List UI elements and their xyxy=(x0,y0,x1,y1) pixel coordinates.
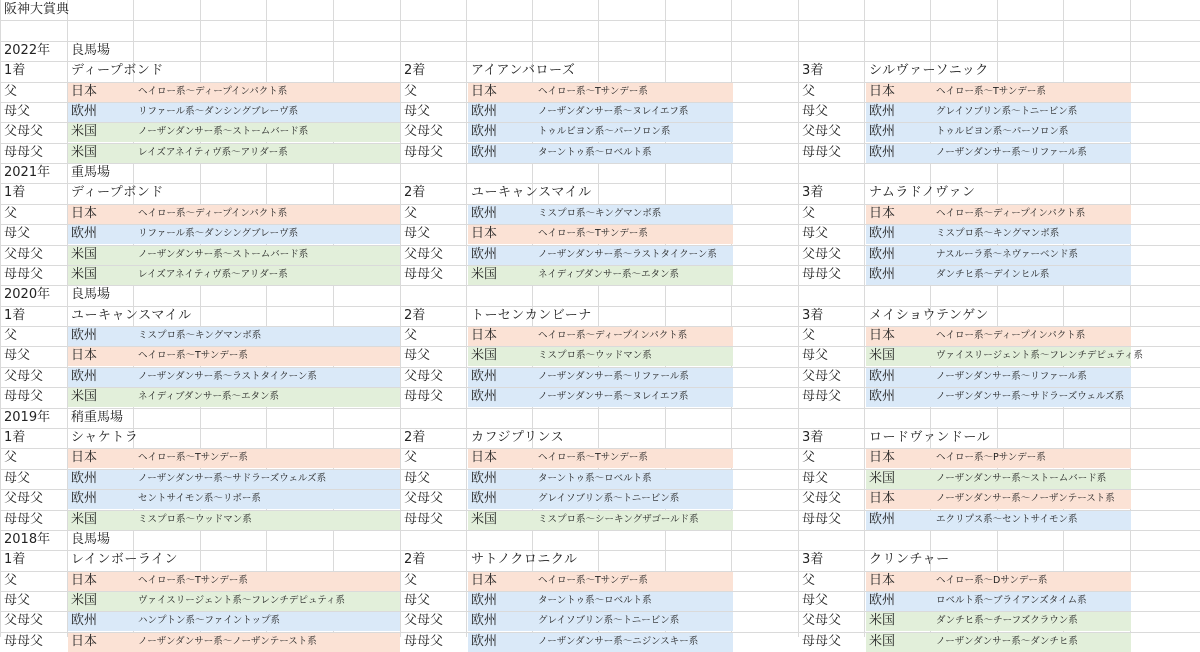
region-label[interactable]: 米国 xyxy=(869,613,896,628)
pedigree-relation[interactable]: 父 xyxy=(4,84,18,99)
pedigree-relation[interactable]: 父 xyxy=(802,573,816,588)
pedigree-relation[interactable]: 母父 xyxy=(404,593,431,608)
year-label[interactable]: 2018年 xyxy=(4,532,51,547)
track-condition[interactable]: 稍重馬場 xyxy=(71,410,124,425)
region-label[interactable]: 欧州 xyxy=(869,145,896,160)
region-label[interactable]: 日本 xyxy=(869,206,896,221)
horse-name[interactable]: カフジプリンス xyxy=(471,430,565,445)
pedigree-relation[interactable]: 父 xyxy=(802,450,816,465)
region-label[interactable]: 欧州 xyxy=(471,369,498,384)
region-label[interactable]: 欧州 xyxy=(471,634,498,649)
sire-lineage[interactable]: リファール系～ダンシングブレーヴ系 xyxy=(138,106,299,117)
region-label[interactable]: 米国 xyxy=(471,267,498,282)
region-label[interactable]: 日本 xyxy=(71,84,98,99)
sire-lineage[interactable]: ヘイロー系～Tサンデー系 xyxy=(138,350,248,361)
region-label[interactable]: 米国 xyxy=(71,512,98,527)
pedigree-relation[interactable]: 父母父 xyxy=(802,491,842,506)
sire-lineage[interactable]: ノーザンダンサー系～ノーザンテースト系 xyxy=(138,636,317,647)
pedigree-relation[interactable]: 母父 xyxy=(4,226,31,241)
sire-lineage[interactable]: ヘイロー系～ディープインパクト系 xyxy=(538,330,688,341)
track-condition[interactable]: 良馬場 xyxy=(71,287,111,302)
pedigree-relation[interactable]: 母母父 xyxy=(4,267,44,282)
pedigree-relation[interactable]: 父 xyxy=(802,84,816,99)
grid-column-line xyxy=(798,0,799,637)
sire-lineage[interactable]: リファール系～ダンシングブレーヴ系 xyxy=(138,228,299,239)
region-label[interactable]: 欧州 xyxy=(869,226,896,241)
grid-column-line xyxy=(466,0,467,637)
sire-lineage[interactable]: トゥルビヨン系～パーソロン系 xyxy=(936,126,1069,137)
pedigree-relation[interactable]: 父母父 xyxy=(4,613,44,628)
grid-row-line xyxy=(0,408,1200,409)
region-label[interactable]: 米国 xyxy=(71,124,98,139)
pedigree-relation[interactable]: 母母父 xyxy=(404,389,444,404)
year-label[interactable]: 2020年 xyxy=(4,287,51,302)
pedigree-relation[interactable]: 父 xyxy=(404,573,418,588)
sire-lineage[interactable]: ノーザンダンサー系～ヌレイエフ系 xyxy=(538,391,689,402)
pedigree-relation[interactable]: 父母父 xyxy=(802,247,842,262)
grid-row-line xyxy=(0,20,1200,21)
pedigree-relation[interactable]: 母母父 xyxy=(404,512,444,527)
finish-place[interactable]: 2着 xyxy=(404,185,426,200)
pedigree-relation[interactable]: 母母父 xyxy=(4,512,44,527)
sire-lineage[interactable]: ミスプロ系～キングマンボ系 xyxy=(138,330,262,341)
sire-lineage[interactable]: レイズアネイティヴ系～アリダー系 xyxy=(138,147,288,158)
pedigree-relation[interactable]: 父母父 xyxy=(404,247,444,262)
finish-place[interactable]: 1着 xyxy=(4,430,26,445)
region-label[interactable]: 欧州 xyxy=(471,247,498,262)
sire-lineage[interactable]: ナスルーラ系～ネヴァーベンド系 xyxy=(936,249,1079,260)
pedigree-relation[interactable]: 父母父 xyxy=(4,247,44,262)
region-label[interactable]: 日本 xyxy=(869,491,896,506)
region-label[interactable]: 欧州 xyxy=(869,593,896,608)
pedigree-relation[interactable]: 父母父 xyxy=(404,613,444,628)
horse-name[interactable]: アイアンバローズ xyxy=(471,63,576,78)
region-label[interactable]: 欧州 xyxy=(471,491,498,506)
sire-lineage[interactable]: ミスプロ系～キングマンボ系 xyxy=(936,228,1060,239)
pedigree-relation[interactable]: 母父 xyxy=(404,471,431,486)
horse-name[interactable]: クリンチャー xyxy=(869,552,950,567)
region-label[interactable]: 日本 xyxy=(869,84,896,99)
track-condition[interactable]: 良馬場 xyxy=(71,43,111,58)
sire-lineage[interactable]: ヘイロー系～Pサンデー系 xyxy=(936,452,1046,463)
region-label[interactable]: 欧州 xyxy=(71,226,98,241)
grid-column-line xyxy=(864,0,865,637)
sire-lineage[interactable]: ミスプロ系～ウッドマン系 xyxy=(138,514,252,525)
horse-name[interactable]: ユーキャンスマイル xyxy=(471,185,592,200)
grid-row-line xyxy=(0,41,1200,42)
region-label[interactable]: 日本 xyxy=(71,206,98,221)
region-label[interactable]: 欧州 xyxy=(471,471,498,486)
pedigree-relation[interactable]: 母父 xyxy=(802,471,829,486)
region-label[interactable]: 欧州 xyxy=(71,328,98,343)
sire-lineage[interactable]: トゥルビヨン系～パーソロン系 xyxy=(538,126,671,137)
region-label[interactable]: 欧州 xyxy=(471,389,498,404)
region-label[interactable]: 米国 xyxy=(471,348,498,363)
region-label[interactable]: 欧州 xyxy=(869,124,896,139)
finish-place[interactable]: 2着 xyxy=(404,430,426,445)
sire-lineage[interactable]: ミスプロ系～シーキングザゴールド系 xyxy=(538,514,699,525)
pedigree-relation[interactable]: 父母父 xyxy=(404,369,444,384)
region-label[interactable]: 欧州 xyxy=(869,369,896,384)
pedigree-relation[interactable]: 母父 xyxy=(4,471,31,486)
sire-lineage[interactable]: グレイソブリン系～トニービン系 xyxy=(538,615,680,626)
sire-lineage[interactable]: ヘイロー系～ディープインパクト系 xyxy=(138,208,288,219)
sire-lineage[interactable]: ヘイロー系～Tサンデー系 xyxy=(138,575,248,586)
grid-row-line xyxy=(0,428,1200,429)
horse-name[interactable]: ディープボンド xyxy=(71,63,164,78)
sire-lineage[interactable]: ノーザンダンサー系～ストームバード系 xyxy=(138,249,309,260)
sire-lineage[interactable]: ノーザンダンサー系～ストームバード系 xyxy=(138,126,309,137)
region-label[interactable]: 欧州 xyxy=(869,267,896,282)
region-label[interactable]: 日本 xyxy=(471,84,498,99)
pedigree-relation[interactable]: 父 xyxy=(802,206,816,221)
horse-name[interactable]: ナムラドノヴァン xyxy=(869,185,976,200)
sire-lineage[interactable]: ノーザンダンサー系～ダンチヒ系 xyxy=(936,636,1078,647)
pedigree-relation[interactable]: 母父 xyxy=(404,348,431,363)
pedigree-relation[interactable]: 父 xyxy=(404,206,418,221)
region-label[interactable]: 日本 xyxy=(869,328,896,343)
finish-place[interactable]: 1着 xyxy=(4,63,26,78)
year-label[interactable]: 2022年 xyxy=(4,43,51,58)
pedigree-relation[interactable]: 母父 xyxy=(4,104,31,119)
sire-lineage[interactable]: ヘイロー系～Tサンデー系 xyxy=(936,86,1046,97)
sire-lineage[interactable]: エクリプス系～セントサイモン系 xyxy=(936,514,1078,525)
pedigree-relation[interactable]: 母母父 xyxy=(4,389,44,404)
region-label[interactable]: 欧州 xyxy=(71,104,98,119)
pedigree-relation[interactable]: 父母父 xyxy=(802,613,842,628)
sire-lineage[interactable]: ノーザンダンサー系～リファール系 xyxy=(936,371,1087,382)
sire-lineage[interactable]: ノーザンダンサー系～サドラーズウェルズ系 xyxy=(138,473,327,484)
region-label[interactable]: 米国 xyxy=(869,634,896,649)
sire-lineage[interactable]: ダンチヒ系～チーフズクラウン系 xyxy=(936,615,1078,626)
sire-lineage[interactable]: ヘイロー系～ディープインパクト系 xyxy=(936,208,1086,219)
region-label[interactable]: 欧州 xyxy=(471,613,498,628)
track-condition[interactable]: 重馬場 xyxy=(71,165,111,180)
finish-place[interactable]: 2着 xyxy=(404,63,426,78)
sire-lineage[interactable]: ターントゥ系～ロベルト系 xyxy=(538,473,652,484)
sire-lineage[interactable]: ハンプトン系～ファイントップ系 xyxy=(138,615,281,626)
pedigree-relation[interactable]: 父 xyxy=(404,84,418,99)
sire-lineage[interactable]: ノーザンダンサー系～ストームバード系 xyxy=(936,473,1107,484)
pedigree-relation[interactable]: 母父 xyxy=(802,348,829,363)
region-label[interactable]: 欧州 xyxy=(71,491,98,506)
horse-name[interactable]: サトノクロニクル xyxy=(471,552,578,567)
sire-lineage[interactable]: ターントゥ系～ロベルト系 xyxy=(538,147,652,158)
pedigree-relation[interactable]: 母母父 xyxy=(4,145,44,160)
sire-lineage[interactable]: ミスプロ系～ウッドマン系 xyxy=(538,350,652,361)
sire-lineage[interactable]: ノーザンダンサー系～ラストタイクーン系 xyxy=(138,371,317,382)
region-label[interactable]: 日本 xyxy=(71,348,98,363)
sire-lineage[interactable]: セントサイモン系～リボー系 xyxy=(138,493,261,504)
horse-name[interactable]: ロードヴァンドール xyxy=(869,430,991,445)
grid-row-line xyxy=(0,530,1200,531)
horse-name[interactable]: シルヴァーソニック xyxy=(869,63,989,78)
finish-place[interactable]: 3着 xyxy=(802,430,824,445)
sire-lineage[interactable]: ヘイロー系～Tサンデー系 xyxy=(538,452,648,463)
horse-name[interactable]: ディープボンド xyxy=(71,185,164,200)
region-label[interactable]: 欧州 xyxy=(869,104,896,119)
region-label[interactable]: 米国 xyxy=(71,593,98,608)
sire-lineage[interactable]: ノーザンダンサー系～ラストタイクーン系 xyxy=(538,249,717,260)
sire-lineage[interactable]: ノーザンダンサー系～リファール系 xyxy=(538,371,689,382)
pedigree-relation[interactable]: 父母父 xyxy=(4,369,44,384)
pedigree-relation[interactable]: 父母父 xyxy=(404,124,444,139)
sire-lineage[interactable]: ノーザンダンサー系～リファール系 xyxy=(936,147,1087,158)
region-label[interactable]: 欧州 xyxy=(869,247,896,262)
pedigree-relation[interactable]: 父 xyxy=(404,450,418,465)
pedigree-relation[interactable]: 母父 xyxy=(4,348,31,363)
pedigree-relation[interactable]: 父 xyxy=(4,573,18,588)
sire-lineage[interactable]: ロベルト系～ブライアンズタイム系 xyxy=(936,595,1087,606)
region-label[interactable]: 日本 xyxy=(71,634,98,649)
pedigree-relation[interactable]: 母母父 xyxy=(404,634,444,649)
sire-lineage[interactable]: ダンチヒ系～デインヒル系 xyxy=(936,269,1050,280)
region-label[interactable]: 米国 xyxy=(71,145,98,160)
pedigree-relation[interactable]: 父母父 xyxy=(404,491,444,506)
pedigree-relation[interactable]: 母父 xyxy=(802,593,829,608)
horse-name[interactable]: シャケトラ xyxy=(71,430,139,445)
region-label[interactable]: 欧州 xyxy=(471,145,498,160)
sire-lineage[interactable]: ヘイロー系～ディープインパクト系 xyxy=(936,330,1086,341)
sire-lineage[interactable]: ネイディブダンサー系～エタン系 xyxy=(538,269,679,280)
region-label[interactable]: 日本 xyxy=(471,450,498,465)
pedigree-relation[interactable]: 母母父 xyxy=(802,512,842,527)
sire-lineage[interactable]: ノーザンダンサー系～サドラーズウェルズ系 xyxy=(936,391,1125,402)
region-label[interactable]: 欧州 xyxy=(471,124,498,139)
region-label[interactable]: 日本 xyxy=(71,573,98,588)
pedigree-relation[interactable]: 母母父 xyxy=(404,145,444,160)
pedigree-relation[interactable]: 父母父 xyxy=(4,124,44,139)
grid-column-line xyxy=(400,0,401,637)
sire-lineage[interactable]: ヴァイスリージェント系～フレンチデピュティ系 xyxy=(936,350,1144,361)
pedigree-relation[interactable]: 父母父 xyxy=(802,369,842,384)
region-label[interactable]: 米国 xyxy=(71,267,98,282)
track-condition[interactable]: 良馬場 xyxy=(71,532,111,547)
region-label[interactable]: 米国 xyxy=(869,348,896,363)
pedigree-relation[interactable]: 母父 xyxy=(4,593,31,608)
pedigree-relation[interactable]: 父 xyxy=(802,328,816,343)
sire-lineage[interactable]: ミスプロ系～キングマンボ系 xyxy=(538,208,662,219)
finish-place[interactable]: 3着 xyxy=(802,552,824,567)
horse-name[interactable]: メイショウテンゲン xyxy=(869,308,989,323)
horse-name[interactable]: ユーキャンスマイル xyxy=(71,308,192,323)
region-label[interactable]: 欧州 xyxy=(471,206,498,221)
finish-place[interactable]: 3着 xyxy=(802,63,824,78)
sire-lineage[interactable]: ヘイロー系～Tサンデー系 xyxy=(538,575,648,586)
sire-lineage[interactable]: ノーザンダンサー系～ニジンスキー系 xyxy=(538,636,699,647)
region-label[interactable]: 日本 xyxy=(471,328,498,343)
region-label[interactable]: 米国 xyxy=(71,389,98,404)
grid-row-line xyxy=(0,61,1200,62)
year-label[interactable]: 2021年 xyxy=(4,165,51,180)
sheet-title[interactable]: 阪神大賞典 xyxy=(4,2,70,17)
grid-row-line xyxy=(0,285,1200,286)
pedigree-relation[interactable]: 母母父 xyxy=(802,389,842,404)
pedigree-relation[interactable]: 母父 xyxy=(802,226,829,241)
finish-place[interactable]: 3着 xyxy=(802,185,824,200)
pedigree-relation[interactable]: 母父 xyxy=(404,226,431,241)
horse-name[interactable]: レインボーライン xyxy=(71,552,178,567)
pedigree-relation[interactable]: 父 xyxy=(4,450,18,465)
finish-place[interactable]: 1着 xyxy=(4,185,26,200)
sire-lineage[interactable]: ヘイロー系～Dサンデー系 xyxy=(936,575,1048,586)
pedigree-relation[interactable]: 母母父 xyxy=(404,267,444,282)
sire-lineage[interactable]: レイズアネイティヴ系～アリダー系 xyxy=(138,269,288,280)
region-label[interactable]: 欧州 xyxy=(869,512,896,527)
grid-row-line xyxy=(0,163,1200,164)
pedigree-relation[interactable]: 父 xyxy=(404,328,418,343)
sire-lineage[interactable]: ヘイロー系～Tサンデー系 xyxy=(138,452,248,463)
sire-lineage[interactable]: ヴァイスリージェント系～フレンチデピュティ系 xyxy=(138,595,346,606)
pedigree-relation[interactable]: 父母父 xyxy=(802,124,842,139)
region-label[interactable]: 日本 xyxy=(471,226,498,241)
finish-place[interactable]: 2着 xyxy=(404,308,426,323)
sire-lineage[interactable]: ターントゥ系～ロベルト系 xyxy=(538,595,652,606)
finish-place[interactable]: 1着 xyxy=(4,308,26,323)
finish-place[interactable]: 1着 xyxy=(4,552,26,567)
pedigree-relation[interactable]: 母母父 xyxy=(802,145,842,160)
region-label[interactable]: 日本 xyxy=(71,450,98,465)
region-label[interactable]: 米国 xyxy=(71,247,98,262)
pedigree-relation[interactable]: 母母父 xyxy=(802,267,842,282)
pedigree-relation[interactable]: 母母父 xyxy=(802,634,842,649)
grid-row-line xyxy=(0,183,1200,184)
sire-lineage[interactable]: ノーザンダンサー系～ヌレイエフ系 xyxy=(538,106,689,117)
region-label[interactable]: 欧州 xyxy=(71,369,98,384)
region-label[interactable]: 米国 xyxy=(471,512,498,527)
pedigree-relation[interactable]: 母父 xyxy=(802,104,829,119)
pedigree-relation[interactable]: 父 xyxy=(4,206,18,221)
region-label[interactable]: 日本 xyxy=(471,573,498,588)
finish-place[interactable]: 2着 xyxy=(404,552,426,567)
sire-lineage[interactable]: ヘイロー系～Tサンデー系 xyxy=(538,86,648,97)
region-label[interactable]: 欧州 xyxy=(71,613,98,628)
year-label[interactable]: 2019年 xyxy=(4,410,51,425)
region-label[interactable]: 欧州 xyxy=(71,471,98,486)
finish-place[interactable]: 3着 xyxy=(802,308,824,323)
pedigree-relation[interactable]: 父母父 xyxy=(4,491,44,506)
sire-lineage[interactable]: グレイソブリン系～トニービン系 xyxy=(538,493,680,504)
region-label[interactable]: 日本 xyxy=(869,450,896,465)
pedigree-relation[interactable]: 父 xyxy=(4,328,18,343)
sire-lineage[interactable]: グレイソブリン系～トニービン系 xyxy=(936,106,1078,117)
pedigree-relation[interactable]: 母母父 xyxy=(4,634,44,649)
sire-lineage[interactable]: ヘイロー系～ディープインパクト系 xyxy=(138,86,288,97)
region-label[interactable]: 米国 xyxy=(869,471,896,486)
sire-lineage[interactable]: ネイディブダンサー系～エタン系 xyxy=(138,391,279,402)
grid-row-line xyxy=(0,550,1200,551)
pedigree-relation[interactable]: 母父 xyxy=(404,104,431,119)
region-label[interactable]: 欧州 xyxy=(471,593,498,608)
region-label[interactable]: 欧州 xyxy=(471,104,498,119)
grid-column-line xyxy=(0,0,1,637)
horse-name[interactable]: トーセンカンビーナ xyxy=(471,308,592,323)
region-label[interactable]: 欧州 xyxy=(869,389,896,404)
sire-lineage[interactable]: ノーザンダンサー系～ノーザンテースト系 xyxy=(936,493,1115,504)
sire-lineage[interactable]: ヘイロー系～Tサンデー系 xyxy=(538,228,648,239)
region-label[interactable]: 日本 xyxy=(869,573,896,588)
